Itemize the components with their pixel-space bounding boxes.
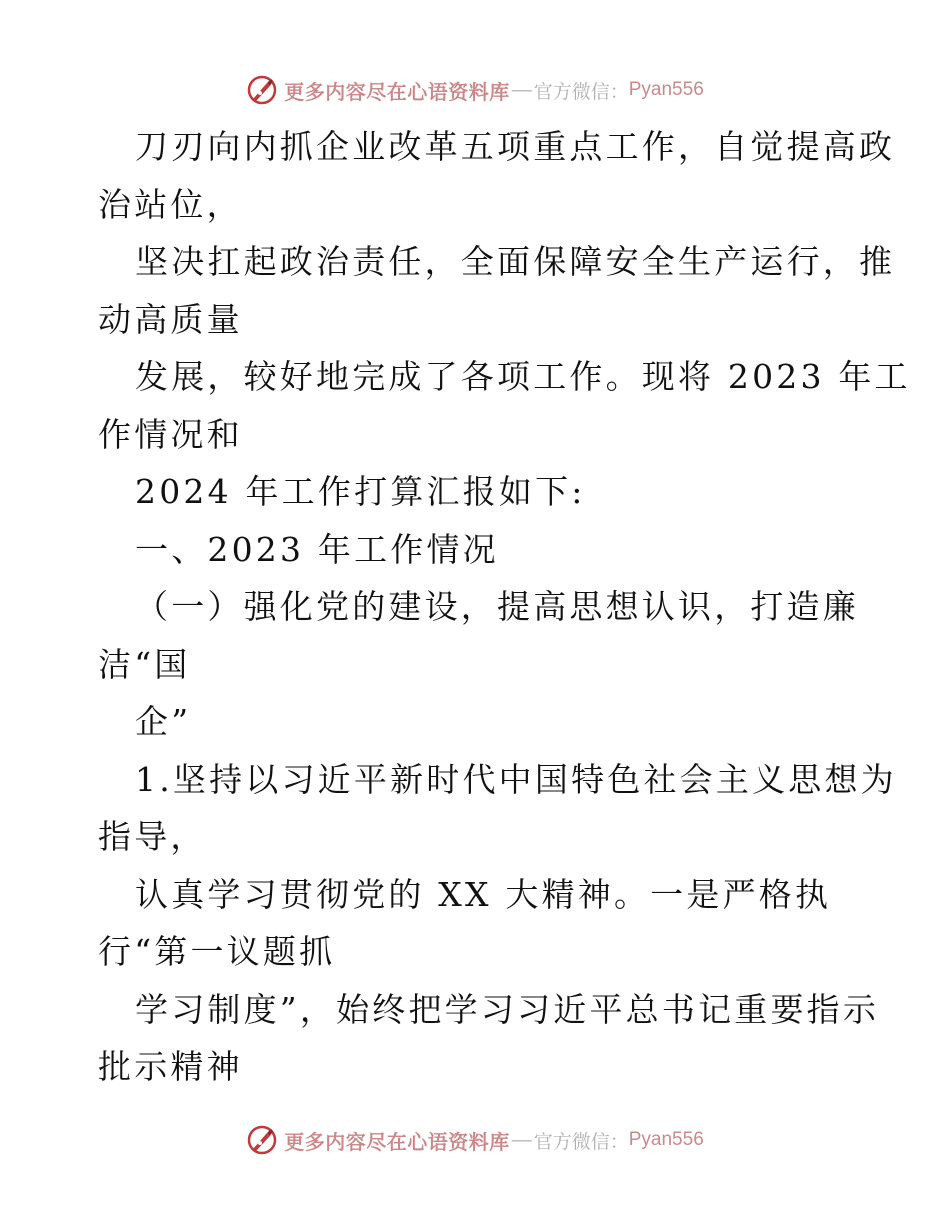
footer-watermark xyxy=(0,1120,950,1160)
paragraph-line: 指导， xyxy=(98,817,207,856)
paragraph-line: 坚决扛起政治责任，全面保障安全生产运行，推 xyxy=(135,242,896,281)
paragraph-line: 动高质量 xyxy=(98,299,243,339)
paragraph-line: 治站位， xyxy=(98,184,243,224)
document-body xyxy=(98,118,911,1096)
pen-logo-icon xyxy=(246,74,278,106)
watermark-site-text: 更多内容尽在心语资料库 xyxy=(284,1129,510,1154)
paragraph-line: 学习制度”，始终把学习习近平总书记重要指示 xyxy=(135,989,880,1029)
paragraph-line: 刀刃向内抓企业改革五项重点工作，自觉提高政 xyxy=(135,127,896,166)
watermark-wechat-id: Pyan556 xyxy=(628,1129,704,1150)
header-watermark xyxy=(0,70,950,110)
pen-logo-icon xyxy=(246,1124,278,1156)
watermark-label: 官方微信： xyxy=(533,1130,629,1153)
paragraph-line: 洁“国 xyxy=(98,644,191,684)
paragraph-line: 批示精神 xyxy=(98,1047,243,1086)
watermark-separator: — xyxy=(511,1128,532,1151)
paragraph-line: 2024 年工作打算汇报如下: xyxy=(135,472,586,511)
paragraph-line: 作情况和 xyxy=(98,414,243,454)
watermark-site-text: 更多内容尽在心语资料库 xyxy=(284,79,510,104)
watermark-separator: — xyxy=(511,78,532,101)
paragraph-line: 发展，较好地完成了各项工作。现将 2023 年工 xyxy=(135,357,911,396)
paragraph-line: 一、2023 年工作情况 xyxy=(135,529,499,569)
paragraph-line: 企” xyxy=(135,702,192,741)
paragraph-line: （一）强化党的建设，提高思想认识，打造廉 xyxy=(135,587,859,626)
watermark-wechat-id: Pyan556 xyxy=(628,79,704,100)
watermark-label: 官方微信： xyxy=(533,80,629,103)
paragraph-line: 1.坚持以习近平新时代中国特色社会主义思想为 xyxy=(135,759,897,799)
paragraph-line: 认真学习贯彻党的 XX 大精神。一是严格执 xyxy=(135,874,832,914)
paragraph-line: 行“第一议题抓 xyxy=(98,932,336,971)
